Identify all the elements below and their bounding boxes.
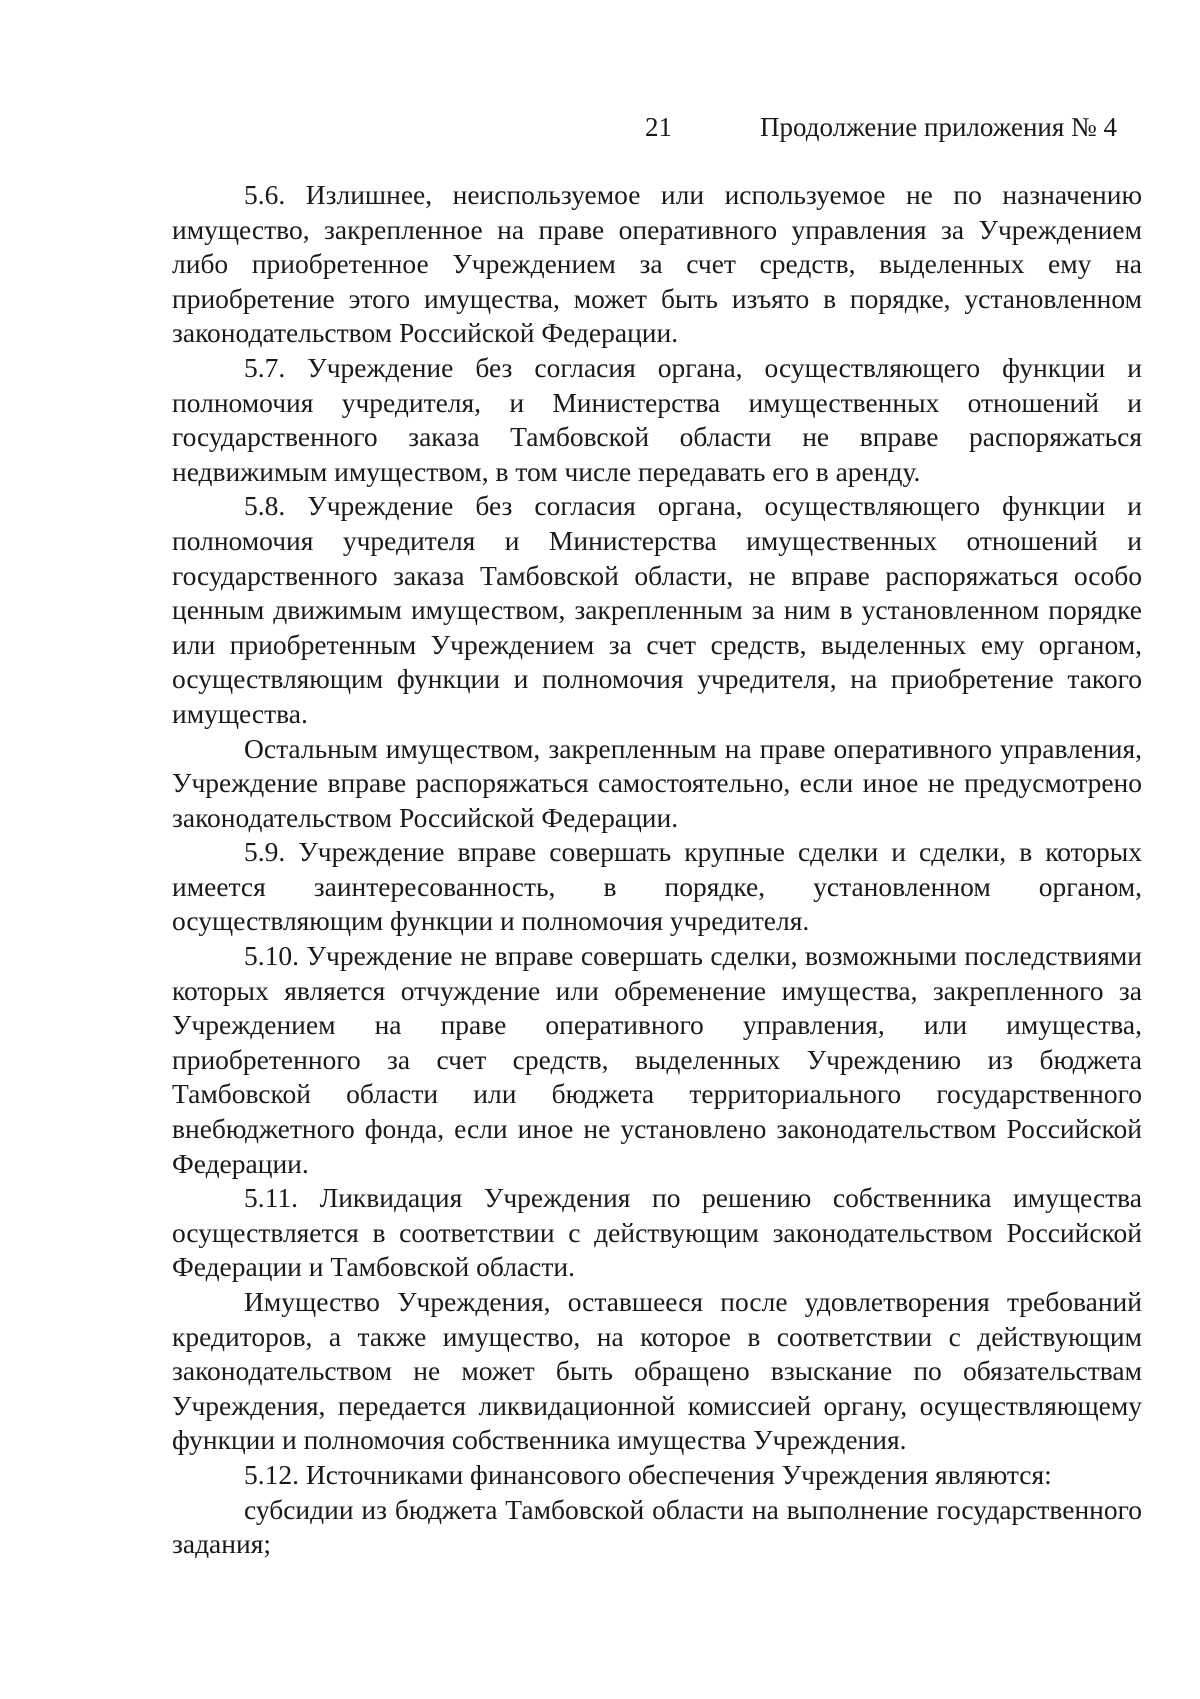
- paragraph-subsidies: субсидии из бюджета Тамбовской области на выполнение государственного задания;: [172, 1493, 1142, 1560]
- paragraph-5-6: 5.6. Излишнее, неиспользуемое или используемое не по назначению имущество, закрепленное на праве оперативного управления за Учреждением либо приобретенное Учреждением за счет средств, выделенных ему на приобретение этого имущества, может быть изъято в порядке, установленном законодательством Российской Федерации.: [172, 179, 1142, 349]
- paragraph-liquidation-property: Имущество Учреждения, оставшееся после удовлетворения требований кредиторов, а также имущество, на которое в соответствии с действующим законодательством не может быть обращено взыскание по обязательствам Учреждения, передается ликвидационной комиссией органу, осуществляющему функции и полномочия собственника имущества Учреждения.: [172, 1286, 1142, 1456]
- page-number: 21: [645, 112, 672, 142]
- document-body: [172, 178, 1142, 1562]
- paragraph-5-9: 5.9. Учреждение вправе совершать крупные сделки и сделки, в которых имеется заинтересованность, в порядке, установленном органом, осуществляющим функции и полномочия учредителя.: [172, 836, 1142, 937]
- paragraph-5-7: 5.7. Учреждение без согласия органа, осуществляющего функции и полномочия учредителя, и Министерства имущественных отношений и государственного заказа Тамбовской области не вправе распоряжаться недвижимым имуществом, в том числе передавать его в аренду.: [172, 351, 1142, 487]
- paragraph-5-12: 5.12. Источниками финансового обеспечения Учреждения являются:: [244, 1458, 1052, 1490]
- paragraph-5-10: 5.10. Учреждение не вправе совершать сделки, возможными последствиями которых является отчуждение или обременение имущества, закрепленного за Учреждением на праве оперативного управления, или имущества, приобретенного за счет средств, выделенных Учреждению из бюджета Тамбовской области или бюджета территориального государственного внебюджетного фонда, если иное не установлено законодательством Российской Федерации.: [172, 940, 1142, 1179]
- paragraph-5-11: 5.11. Ликвидация Учреждения по решению собственника имущества осуществляется в соответствии с действующим законодательством Российской Федерации и Тамбовской области.: [172, 1182, 1142, 1283]
- paragraph-5-8: 5.8. Учреждение без согласия органа, осуществляющего функции и полномочия учредителя и Министерства имущественных отношений и государственного заказа Тамбовской области, не вправе распоряжаться особо ценным движимым имуществом, закрепленным за ним в установленном порядке или приобретенным Учреждением за счет средств, выделенных ему органом, осуществляющим функции и полномочия учредителя, на приобретение такого имущества.: [172, 490, 1142, 729]
- page-header: [0, 112, 1200, 152]
- paragraph-other-property: Остальным имуществом, закрепленным на праве оперативного управления, Учреждение вправе распоряжаться самостоятельно, если иное не предусмотрено законодательством Российской Федерации.: [172, 732, 1142, 833]
- appendix-continuation-title: Продолжение приложения № 4: [760, 112, 1118, 142]
